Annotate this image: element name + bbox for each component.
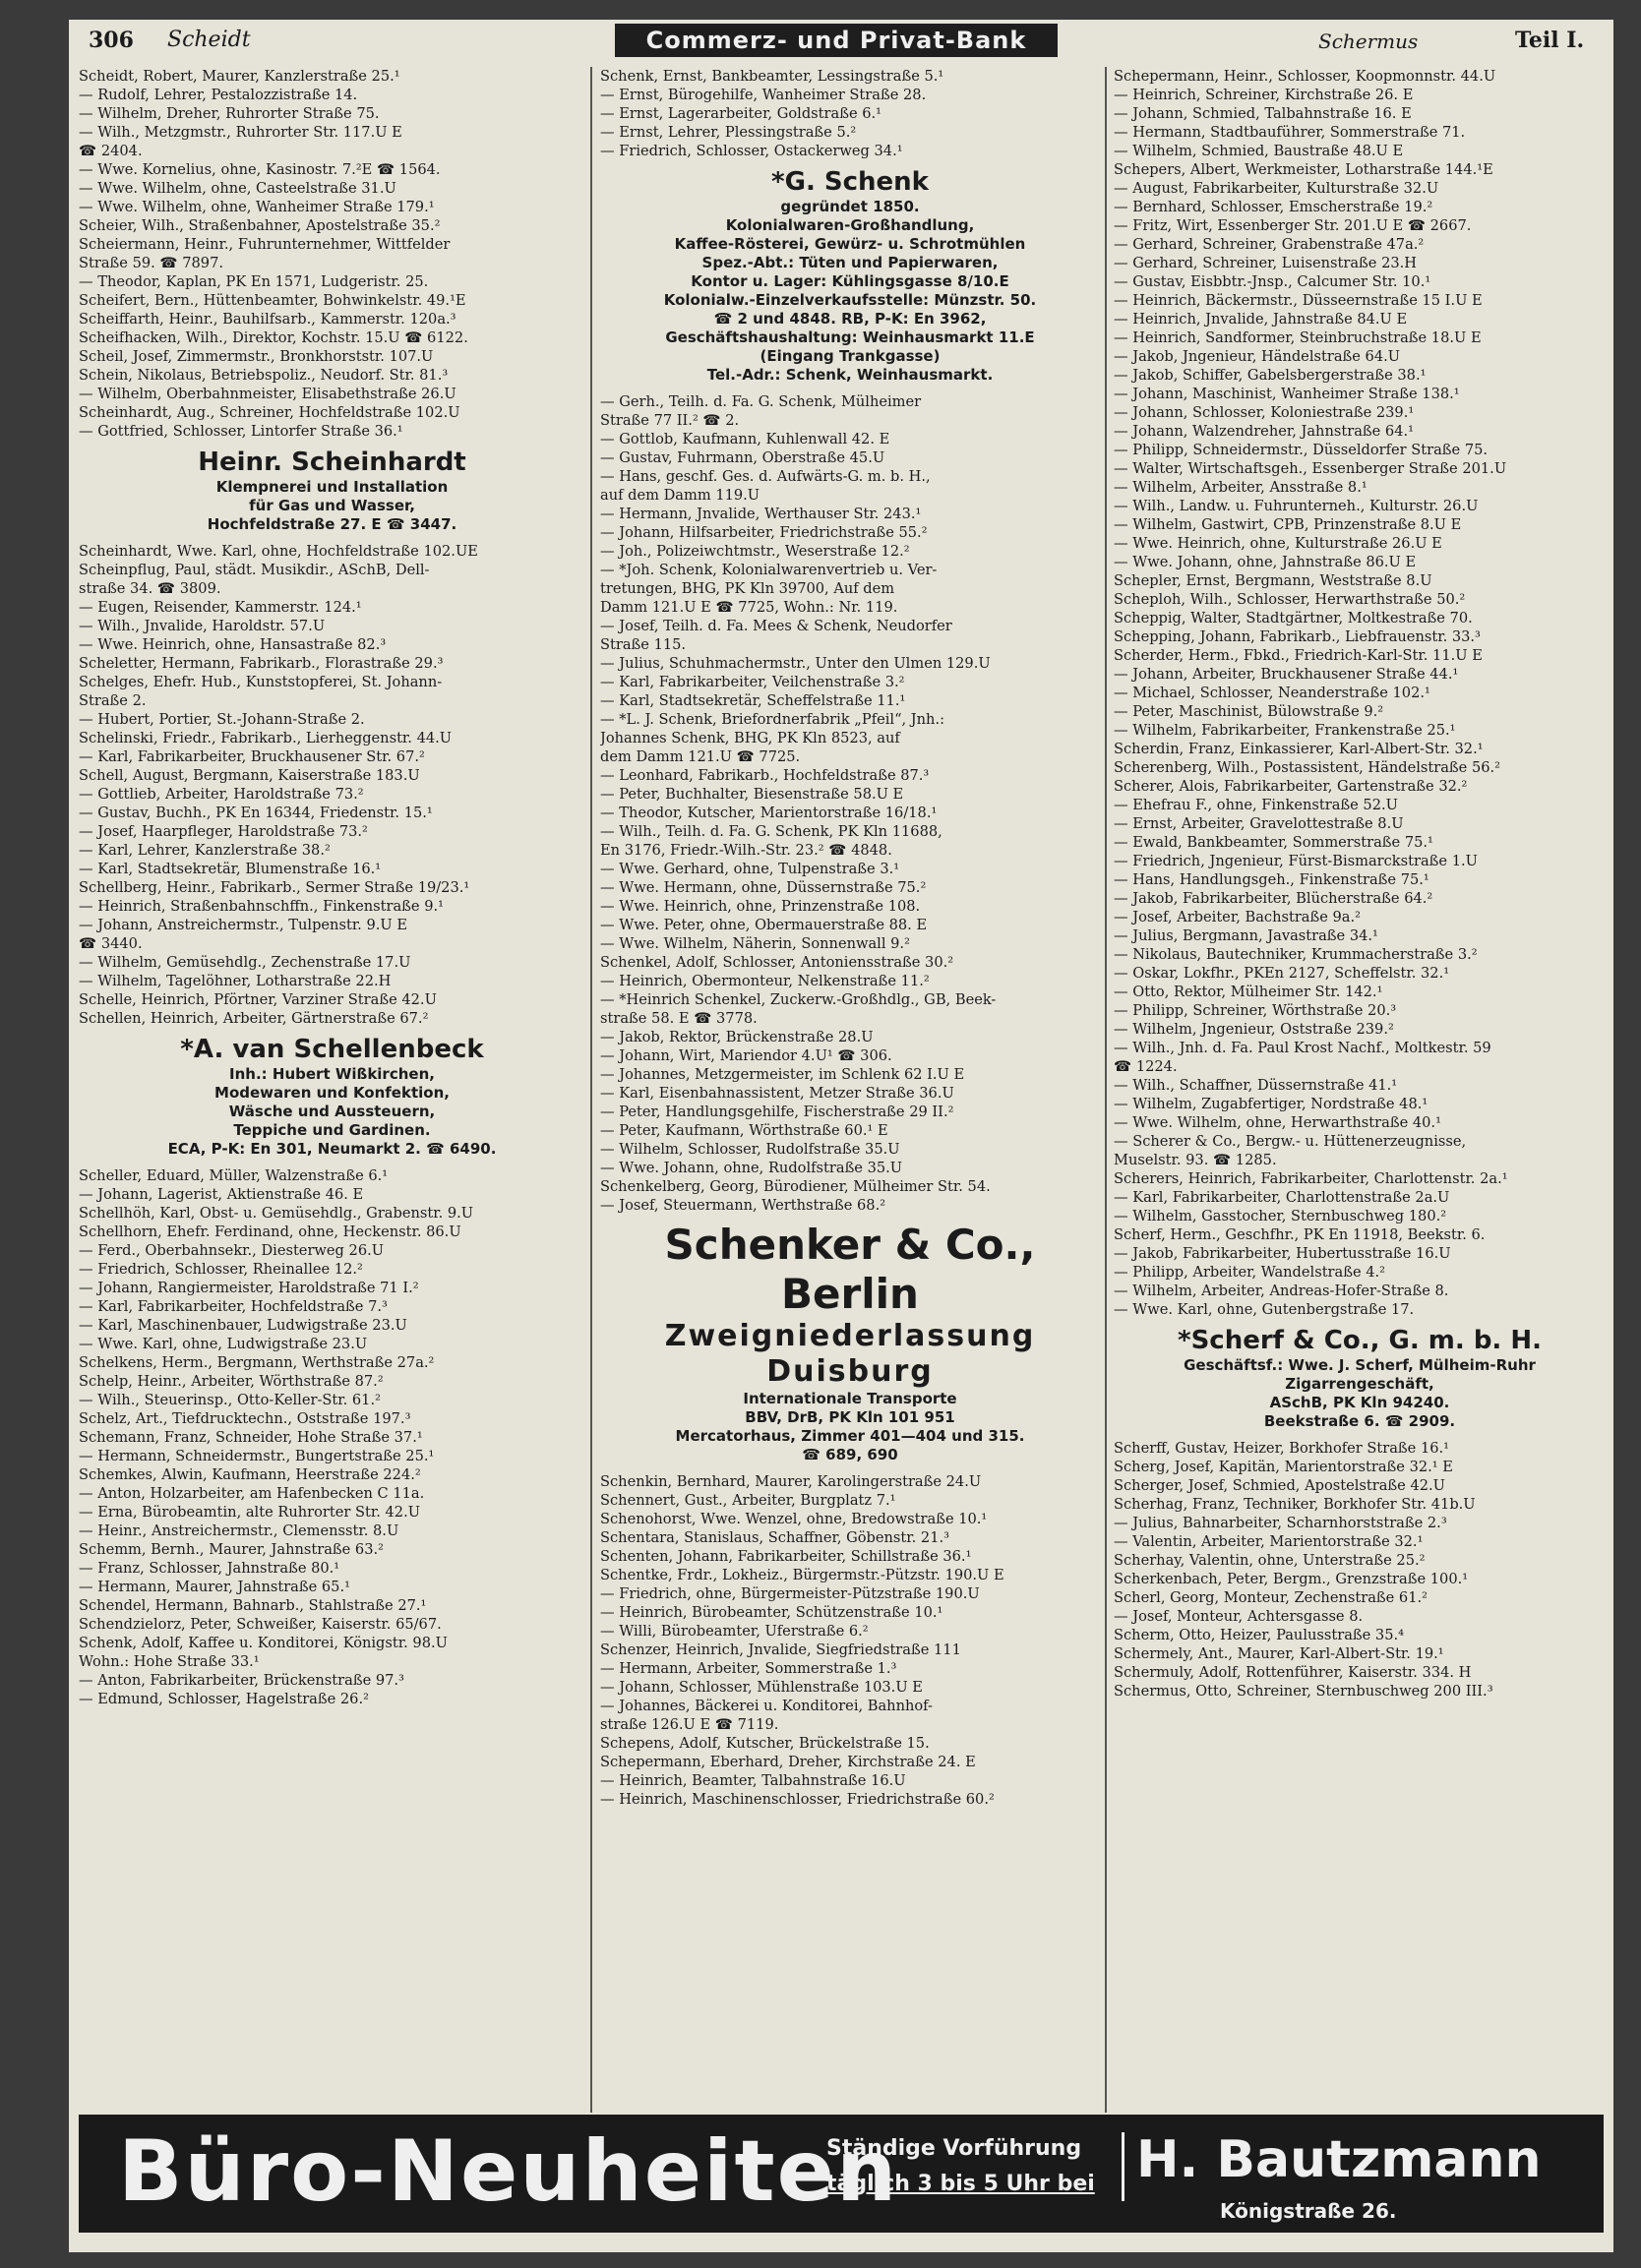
directory-entry: Muselstr. 93. ☎ 1285. (1114, 1152, 1277, 1168)
directory-entry: — Wwe. Karl, ohne, Ludwigstraße 23.U (79, 1336, 368, 1352)
directory-entry: straße 58. E ☎ 3778. (600, 1010, 758, 1027)
directory-page (69, 20, 1613, 2252)
directory-entry: Scherers, Heinrich, Fabrikarbeiter, Charlottenstr. 2a.¹ (1114, 1170, 1508, 1187)
directory-entry: — Johann, Lagerist, Aktienstraße 46. E (79, 1186, 364, 1203)
directory-entry: — Ernst, Lehrer, Plessingstraße 5.² (600, 124, 857, 141)
directory-entry: Scheifert, Bern., Hüttenbeamter, Bohwinkelstr. 49.¹E (79, 292, 466, 309)
advertisement-line: ASchB, PK Kln 94240. (1269, 1394, 1450, 1411)
directory-entry: — Eugen, Reisender, Kammerstr. 124.¹ (79, 599, 362, 616)
directory-entry: — Johann, Schmied, Talbahnstraße 16. E (1114, 105, 1412, 122)
directory-entry: — Otto, Rektor, Mülheimer Str. 142.¹ (1114, 984, 1383, 1000)
directory-entry: — Karl, Stadtsekretär, Blumenstraße 16.¹ (79, 861, 382, 877)
directory-entry: tretungen, BHG, PK Kln 39700, Auf dem (600, 580, 895, 597)
directory-entry: — Wwe. Karl, ohne, Gutenbergstraße 17. (1114, 1301, 1415, 1318)
directory-entry: — Karl, Fabrikarbeiter, Hochfeldstraße 7.³ (79, 1298, 388, 1315)
directory-entry: Scherenberg, Wilh., Postassistent, Händelstraße 56.² (1114, 759, 1501, 776)
directory-entry: — Gottfried, Schlosser, Lintorfer Straße 36.¹ (79, 423, 403, 440)
directory-entry: — Heinrich, Sandformer, Steinbruchstraße 18.U E (1114, 329, 1482, 346)
bank-banner: Commerz- und Privat-Bank (615, 24, 1058, 57)
directory-entry: — Friedrich, ohne, Bürgermeister-Pützstraße 190.U (600, 1585, 980, 1602)
directory-entry: — Peter, Buchhalter, Biesenstraße 58.U E (600, 786, 904, 803)
directory-entry: — Gerhard, Schreiner, Grabenstraße 47a.² (1114, 236, 1425, 253)
directory-entry: — Hermann, Maurer, Jahnstraße 65.¹ (79, 1579, 350, 1595)
directory-entry: — Johann, Rangiermeister, Haroldstraße 71 I.² (79, 1280, 419, 1296)
directory-entry: Scherhay, Valentin, ohne, Unterstraße 25.² (1114, 1552, 1426, 1569)
directory-entry: — Nikolaus, Bautechniker, Krummacherstraße 3.² (1114, 946, 1478, 963)
directory-entry: Damm 121.U E ☎ 7725, Wohn.: Nr. 119. (600, 599, 898, 616)
directory-entry: — Oskar, Lokfhr., PKEn 2127, Scheffelstr. 32.¹ (1114, 965, 1450, 982)
directory-entry: — Anton, Holzarbeiter, am Hafenbecken C 11a. (79, 1485, 425, 1502)
directory-entry: — Leonhard, Fabrikarb., Hochfeldstraße 87.³ (600, 767, 930, 784)
directory-entry: Scherdin, Franz, Einkassierer, Karl-Albert-Str. 32.¹ (1114, 741, 1484, 757)
directory-entry: — Wilhelm, Gastwirt, CPB, Prinzenstraße 8.U E (1114, 516, 1462, 533)
directory-entry: — Wwe. Heinrich, ohne, Kulturstraße 26.U E (1114, 535, 1442, 552)
advertisement-line: Wäsche und Aussteuern, (228, 1103, 436, 1120)
directory-entry: — Wilhelm, Tagelöhner, Lotharstraße 22.H (79, 973, 392, 989)
directory-entry: Schellhorn, Ehefr. Ferdinand, ohne, Heckenstr. 86.U (79, 1224, 461, 1240)
advertisement-subtitle: Zweigniederlassung Duisburg (664, 1319, 1036, 1389)
directory-entry: Schepers, Albert, Werkmeister, Lotharstraße 144.¹E (1114, 161, 1493, 178)
directory-entry: auf dem Damm 119.U (600, 487, 760, 504)
directory-entry: Schelp, Heinr., Arbeiter, Wörthstraße 87.² (79, 1373, 384, 1390)
directory-entry: — Wwe. Kornelius, ohne, Kasinostr. 7.²E ☎ 1564. (79, 161, 441, 178)
directory-entry: — Wilh., Teilh. d. Fa. G. Schenk, PK Kln 11688, (600, 823, 942, 840)
advertisement-block (600, 1221, 1100, 1464)
directory-entry: Schenzer, Heinrich, Jnvalide, Siegfriedstraße 111 (600, 1641, 961, 1658)
directory-entry: Schelkens, Herm., Bergmann, Werthstraße 27a.² (79, 1354, 435, 1371)
directory-entry: — Jakob, Schiffer, Gabelsbergerstraße 38.¹ (1114, 367, 1427, 384)
directory-entry: — Jakob, Fabrikarbeiter, Blücherstraße 64.² (1114, 890, 1433, 907)
advertisement-title: Schenker & Co., Berlin (664, 1221, 1036, 1318)
directory-entry: — Wilhelm, Gemüsehdlg., Zechenstraße 17.U (79, 954, 411, 971)
advertisement-block (79, 447, 585, 534)
directory-entry: — Wilhelm, Schmied, Baustraße 48.U E (1114, 143, 1404, 159)
directory-entry: — Hermann, Stadtbauführer, Sommerstraße 71. (1114, 124, 1466, 141)
directory-entry: — Wwe. Heinrich, ohne, Prinzenstraße 108. (600, 898, 921, 915)
footer-line-1: Ständige Vorführung (826, 2136, 1082, 2161)
directory-entry: Scherff, Gustav, Heizer, Borkhofer Straße 16.¹ (1114, 1440, 1450, 1457)
directory-entry: — Wwe. Gerhard, ohne, Tulpenstraße 3.¹ (600, 861, 900, 877)
directory-entry: — Wilhelm, Arbeiter, Ansstraße 8.¹ (1114, 479, 1368, 496)
directory-entry: — Gustav, Fuhrmann, Oberstraße 45.U (600, 449, 885, 466)
directory-entry: — Karl, Eisenbahnassistent, Metzer Straße 36.U (600, 1085, 954, 1102)
directory-entry: — Ernst, Arbeiter, Gravelottestraße 8.U (1114, 815, 1404, 832)
directory-entry: — Theodor, Kaplan, PK En 1571, Ludgeristr. 25. (79, 273, 429, 290)
directory-entry: — Ernst, Lagerarbeiter, Goldstraße 6.¹ (600, 105, 881, 122)
directory-entry: — Friedrich, Schlosser, Rheinallee 12.² (79, 1261, 363, 1278)
directory-entry: — Heinrich, Beamter, Talbahnstraße 16.U (600, 1772, 906, 1789)
directory-entry: — Gustav, Eisbbtr.-Jnsp., Calcumer Str. 10.¹ (1114, 273, 1431, 290)
advertisement-line: ☎ 689, 690 (802, 1446, 898, 1463)
directory-entry: Scheinhardt, Aug., Schreiner, Hochfeldstraße 102.U (79, 404, 460, 421)
directory-entry: Scheil, Josef, Zimmermstr., Bronkhorststr. 107.U (79, 348, 434, 365)
advertisement-title: *A. van Schellenbeck (180, 1035, 484, 1064)
advertisement-line: Spez.-Abt.: Tüten und Papierwaren, (701, 254, 999, 271)
directory-entry: — Josef, Monteur, Achtersgasse 8. (1114, 1608, 1364, 1625)
directory-entry: Schelle, Heinrich, Pförtner, Varziner Straße 42.U (79, 991, 437, 1008)
directory-entry: — Wilhelm, Fabrikarbeiter, Frankenstraße 25.¹ (1114, 722, 1456, 739)
footer-separator (1122, 2132, 1124, 2201)
directory-entry: — Heinrich, Bäckermstr., Düsseernstraße 15 I.U E (1114, 292, 1483, 309)
directory-entry: — Wwe. Johann, ohne, Rudolfstraße 35.U (600, 1160, 903, 1176)
directory-entry: — Wwe. Johann, ohne, Jahnstraße 86.U E (1114, 554, 1417, 570)
directory-entry: Schennert, Gust., Arbeiter, Burgplatz 7.¹ (600, 1492, 896, 1509)
directory-entry: — Heinr., Anstreichermstr., Clemensstr. 8.U (79, 1522, 399, 1539)
directory-entry: — Karl, Fabrikarbeiter, Veilchenstraße 3.² (600, 674, 905, 690)
directory-entry: — Josef, Haarpfleger, Haroldstraße 73.² (79, 823, 368, 840)
advertisement-line: Zigarrengeschäft, (1285, 1375, 1434, 1393)
advertisement-line: Kolonialwaren-Großhandlung, (725, 216, 975, 234)
directory-entry: — Wilh., Landw. u. Fuhrunterneh., Kulturstr. 26.U (1114, 498, 1479, 514)
directory-entry: — Ferd., Oberbahnsekr., Diesterweg 26.U (79, 1242, 385, 1259)
directory-entry: — Michael, Schlosser, Neanderstraße 102.¹ (1114, 685, 1430, 701)
directory-entry: — Peter, Maschinist, Bülowstraße 9.² (1114, 703, 1384, 720)
directory-entry: — Jakob, Jngenieur, Händelstraße 64.U (1114, 348, 1401, 365)
directory-entry: Schendzielorz, Peter, Schweißer, Kaiserstr. 65/67. (79, 1616, 442, 1633)
directory-entry: — Gustav, Buchh., PK En 16344, Friedenstr. 15.¹ (79, 805, 433, 821)
directory-entry: — Wwe. Peter, ohne, Obermauerstraße 88. E (600, 917, 928, 933)
directory-entry: — Karl, Lehrer, Kanzlerstraße 38.² (79, 842, 331, 859)
advertisement-line: Beekstraße 6. ☎ 2909. (1263, 1412, 1456, 1430)
advertisement-line: Geschäftsf.: Wwe. J. Scherf, Mülheim-Ruhr (1184, 1356, 1536, 1374)
directory-entry: Scherder, Herm., Fbkd., Friedrich-Karl-Str. 11.U E (1114, 647, 1483, 664)
directory-entry: — Johannes, Metzgermeister, im Schlenk 62 I.U E (600, 1066, 965, 1083)
directory-entry: — Wilhelm, Jngenieur, Oststraße 239.² (1114, 1021, 1394, 1038)
directory-entry: — Friedrich, Jngenieur, Fürst-Bismarckstraße 1.U (1114, 853, 1478, 869)
directory-entry: — Karl, Fabrikarbeiter, Charlottenstraße 2a.U (1114, 1189, 1450, 1206)
directory-entry: — *Joh. Schenk, Kolonialwarenvertrieb u. Ver- (600, 562, 938, 578)
advertisement-line: ECA, P-K: En 301, Neumarkt 2. ☎ 6490. (167, 1140, 497, 1158)
directory-entry: Scheinhardt, Wwe. Karl, ohne, Hochfeldstraße 102.UE (79, 543, 478, 560)
directory-entry: Scheppig, Walter, Stadtgärtner, Moltkestraße 70. (1114, 610, 1473, 627)
directory-entry: Scherf, Herm., Geschfhr., PK En 11918, Beekstr. 6. (1114, 1226, 1486, 1243)
advertisement-line: Klempnerei und Installation (215, 478, 449, 496)
directory-entry: — Joh., Polizeiwchtmstr., Weserstraße 12.² (600, 543, 910, 560)
directory-entry: — Bernhard, Schlosser, Emscherstraße 19.² (1114, 199, 1433, 215)
directory-entry: — Johann, Maschinist, Wanheimer Straße 138.¹ (1114, 386, 1460, 402)
advertisement-line: Tel.-Adr.: Schenk, Weinhausmarkt. (706, 366, 994, 384)
directory-entry: — Wwe. Hermann, ohne, Düssernstraße 75.² (600, 879, 927, 896)
directory-entry: Schenk, Adolf, Kaffee u. Konditorei, Königstr. 98.U (79, 1635, 448, 1651)
directory-entry: — Friedrich, Schlosser, Ostackerweg 34.¹ (600, 143, 903, 159)
directory-entry: Schelz, Art., Tiefdrucktechn., Oststraße 197.³ (79, 1410, 411, 1427)
directory-entry: — Gottlob, Kaufmann, Kuhlenwall 42. E (600, 431, 890, 448)
directory-entry: Straße 77 II.² ☎ 2. (600, 412, 740, 429)
directory-entry: — *Heinrich Schenkel, Zuckerw.-Großhdlg., GB, Beek- (600, 991, 997, 1008)
directory-entry: Schenten, Johann, Fabrikarbeiter, Schillstraße 36.¹ (600, 1548, 972, 1565)
directory-entry: — Ewald, Bankbeamter, Sommerstraße 75.¹ (1114, 834, 1433, 851)
directory-entry: straße 126.U E ☎ 7119. (600, 1716, 779, 1733)
directory-entry: — Willi, Bürobeamter, Uferstraße 6.² (600, 1623, 869, 1640)
directory-entry: Schermely, Ant., Maurer, Karl-Albert-Str. 19.¹ (1114, 1645, 1444, 1662)
directory-entry: Schermuly, Adolf, Rottenführer, Kaiserstr. 334. H (1114, 1664, 1472, 1681)
right-keyword: Schermus (1318, 30, 1419, 53)
directory-entry: — Ehefrau F., ohne, Finkenstraße 52.U (1114, 797, 1398, 813)
directory-entry: — Hermann, Jnvalide, Werthauser Str. 243.¹ (600, 506, 922, 522)
directory-entry: — Franz, Schlosser, Jahnstraße 80.¹ (79, 1560, 340, 1577)
directory-entry: — Johann, Wirt, Mariendor 4.U¹ ☎ 306. (600, 1047, 892, 1064)
directory-entry: Schepermann, Heinr., Schlosser, Koopmonnstr. 44.U (1114, 68, 1496, 85)
directory-entry: — Wwe. Wilhelm, ohne, Wanheimer Straße 179.¹ (79, 199, 435, 215)
directory-entry: ☎ 2404. (79, 143, 143, 159)
directory-entry: — Johannes, Bäckerei u. Konditorei, Bahnhof- (600, 1698, 933, 1714)
directory-entry: Schepens, Adolf, Kutscher, Brückelstraße 15. (600, 1735, 930, 1752)
column-3 (1114, 67, 1606, 2113)
directory-entry: — Fritz, Wirt, Essenberger Str. 201.U E ☎ 2667. (1114, 217, 1472, 234)
directory-entry: — Heinrich, Straßenbahnschffn., Finkenstraße 9.¹ (79, 898, 444, 915)
directory-entry: Straße 115. (600, 636, 687, 653)
directory-entry: Schenkel, Adolf, Schlosser, Antoniensstraße 30.² (600, 954, 954, 971)
advertisement-block (79, 1034, 585, 1159)
directory-entry: — Edmund, Schlosser, Hagelstraße 26.² (79, 1691, 369, 1707)
directory-entry: — Wwe. Heinrich, ohne, Hansastraße 82.³ (79, 636, 387, 653)
directory-entry: — Wilh., Jnh. d. Fa. Paul Krost Nachf., Moltkestr. 59 (1114, 1040, 1491, 1056)
directory-entry: — Julius, Bahnarbeiter, Scharnhorststraße 2.³ (1114, 1515, 1447, 1531)
directory-entry: — Wilhelm, Zugabfertiger, Nordstraße 48.¹ (1114, 1096, 1428, 1112)
directory-entry: — Heinrich, Jnvalide, Jahnstraße 84.U E (1114, 311, 1408, 328)
directory-entry: Schentke, Frdr., Lokheiz., Bürgermstr.-Pützstr. 190.U E (600, 1567, 1004, 1583)
advertisement-title: *Scherf & Co., G. m. b. H. (1177, 1326, 1542, 1355)
footer-advertisement (79, 2115, 1604, 2233)
directory-entry: — Hans, geschf. Ges. d. Aufwärts-G. m. b. H., (600, 468, 931, 485)
directory-entry: — *L. J. Schenk, Briefordnerfabrik „Pfeil“, Jnh.: (600, 711, 945, 728)
directory-entry: — Hermann, Arbeiter, Sommerstraße 1.³ (600, 1660, 897, 1677)
directory-entry: — Valentin, Arbeiter, Marientorstraße 32.¹ (1114, 1533, 1424, 1550)
directory-entry: Schenkin, Bernhard, Maurer, Karolingerstraße 24.U (600, 1473, 982, 1490)
directory-entry: Scheploh, Wilh., Schlosser, Herwarthstraße 50.² (1114, 591, 1466, 608)
column-divider (590, 67, 592, 2113)
directory-entry: — Ernst, Bürogehilfe, Wanheimer Straße 28. (600, 87, 927, 103)
left-keyword: Scheidt (167, 28, 251, 52)
column-1 (79, 67, 585, 2113)
advertisement-title: Heinr. Scheinhardt (198, 448, 466, 477)
directory-entry: Scherger, Josef, Schmied, Apostelstraße 42.U (1114, 1477, 1445, 1494)
directory-entry: — Heinrich, Obermonteur, Nelkenstraße 11.² (600, 973, 930, 989)
directory-entry: Schepler, Ernst, Bergmann, Weststraße 8.U (1114, 572, 1432, 589)
directory-entry: En 3176, Friedr.-Wilh.-Str. 23.² ☎ 4848. (600, 842, 892, 859)
column-2 (600, 67, 1100, 2113)
directory-entry: Scheiermann, Heinr., Fuhrunternehmer, Wittfelder (79, 236, 451, 253)
advertisement-line: gegründet 1850. (780, 198, 920, 215)
directory-entry: — Wilh., Schaffner, Düssernstraße 41.¹ (1114, 1077, 1398, 1094)
directory-entry: Schein, Nikolaus, Betriebspoliz., Neudorf. Str. 81.³ (79, 367, 449, 384)
directory-entry: — Jakob, Rektor, Brückenstraße 28.U (600, 1029, 874, 1045)
directory-entry: — Wilhelm, Arbeiter, Andreas-Hofer-Straße 8. (1114, 1283, 1449, 1299)
footer-line-2: täglich 3 bis 5 Uhr bei (826, 2172, 1095, 2196)
directory-entry: — Hubert, Portier, St.-Johann-Straße 2. (79, 711, 365, 728)
directory-entry: — Johann, Arbeiter, Bruckhausener Straße 44.¹ (1114, 666, 1459, 683)
directory-entry: — Wilh., Metzgmstr., Ruhrorter Str. 117.U E (79, 124, 402, 141)
directory-entry: Johannes Schenk, BHG, PK Kln 8523, auf (600, 730, 900, 746)
directory-entry: Scherl, Georg, Monteur, Zechenstraße 61.² (1114, 1589, 1428, 1606)
directory-entry: — Erna, Bürobeamtin, alte Ruhrorter Str. 42.U (79, 1504, 421, 1521)
directory-entry: — Julius, Bergmann, Javastraße 34.¹ (1114, 927, 1378, 944)
advertisement-line: Mercatorhaus, Zimmer 401—404 und 315. (675, 1427, 1025, 1445)
advertisement-line: Hochfeldstraße 27. E ☎ 3447. (207, 515, 457, 533)
directory-entry: Schermus, Otto, Schreiner, Sternbuschweg 200 III.³ (1114, 1683, 1493, 1700)
advertisement-block (1114, 1325, 1606, 1431)
advertisement-line: BBV, DrB, PK Kln 101 951 (745, 1408, 955, 1426)
advertisement-line: Internationale Transporte (743, 1390, 957, 1407)
directory-entry: Schemm, Bernh., Maurer, Jahnstraße 63.² (79, 1541, 384, 1558)
directory-entry: — Heinrich, Bürobeamter, Schützenstraße 10.¹ (600, 1604, 943, 1621)
directory-entry: — Peter, Kaufmann, Wörthstraße 60.¹ E (600, 1122, 888, 1139)
directory-entry: — Gerhard, Schreiner, Luisenstraße 23.H (1114, 255, 1418, 271)
advertisement-block (600, 166, 1100, 385)
advertisement-line: Kontor u. Lager: Kühlingsgasse 8/10.E (691, 272, 1009, 290)
directory-entry: — Johann, Schlosser, Koloniestraße 239.¹ (1114, 404, 1415, 421)
directory-entry: Scherg, Josef, Kapitän, Marientorstraße 32.¹ E (1114, 1459, 1453, 1475)
directory-entry: — Wilhelm, Schlosser, Rudolfstraße 35.U (600, 1141, 900, 1158)
directory-entry: — Heinrich, Maschinenschlosser, Friedrichstraße 60.² (600, 1791, 995, 1808)
directory-entry: Schemann, Franz, Schneider, Hohe Straße 37.¹ (79, 1429, 423, 1446)
directory-entry: Scheidt, Robert, Maurer, Kanzlerstraße 25.¹ (79, 68, 400, 85)
directory-entry: — August, Fabrikarbeiter, Kulturstraße 32.U (1114, 180, 1439, 197)
directory-entry: Wohn.: Hohe Straße 33.¹ (79, 1653, 260, 1670)
directory-entry: — Josef, Arbeiter, Bachstraße 9a.² (1114, 909, 1361, 925)
directory-entry: — Wwe. Wilhelm, ohne, Casteelstraße 31.U (79, 180, 396, 197)
directory-entry: — Hermann, Schneidermstr., Bungertstraße 25.¹ (79, 1448, 435, 1464)
directory-entry: Straße 2. (79, 692, 147, 709)
part-label: Teil I. (1515, 28, 1585, 53)
directory-entry: — Wilh., Jnvalide, Haroldstr. 57.U (79, 618, 326, 634)
directory-entry: — Peter, Handlungsgehilfe, Fischerstraße 29 II.² (600, 1104, 954, 1120)
directory-entry: — Wilh., Steuerinsp., Otto-Keller-Str. 61.² (79, 1392, 381, 1408)
directory-entry: — Josef, Steuermann, Werthstraße 68.² (600, 1197, 886, 1214)
directory-entry: — Rudolf, Lehrer, Pestalozzistraße 14. (79, 87, 358, 103)
footer-address: Königstraße 26. (1220, 2199, 1397, 2223)
advertisement-line: für Gas und Wasser, (249, 497, 415, 514)
advertisement-line: Kaffee-Rösterei, Gewürz- u. Schrotmühlen (674, 235, 1026, 253)
directory-entry: — Johann, Anstreichermstr., Tulpenstr. 9.U E (79, 917, 407, 933)
directory-entry: — Scherer & Co., Bergw.- u. Hüttenerzeugnisse, (1114, 1133, 1467, 1150)
directory-entry: Schelges, Ehefr. Hub., Kunststopferei, St. Johann- (79, 674, 443, 690)
directory-entry: — Heinrich, Schreiner, Kirchstraße 26. E (1114, 87, 1414, 103)
directory-entry: dem Damm 121.U ☎ 7725. (600, 748, 801, 765)
directory-entry: Schelinski, Friedr., Fabrikarb., Lierheggenstr. 44.U (79, 730, 453, 746)
directory-entry: Scheller, Eduard, Müller, Walzenstraße 6.¹ (79, 1167, 389, 1184)
advertisement-line: Inh.: Hubert Wißkirchen, (229, 1065, 435, 1083)
directory-entry: — Josef, Teilh. d. Fa. Mees & Schenk, Neudorfer (600, 618, 952, 634)
directory-entry: Schendel, Hermann, Bahnarb., Stahlstraße 27.¹ (79, 1597, 427, 1614)
directory-entry: — Jakob, Fabrikarbeiter, Hubertusstraße 16.U (1114, 1245, 1451, 1262)
directory-entry: — Wilhelm, Dreher, Ruhrorter Straße 75. (79, 105, 380, 122)
directory-entry: — Gerh., Teilh. d. Fa. G. Schenk, Mülheimer (600, 393, 922, 410)
directory-entry: Scherer, Alois, Fabrikarbeiter, Gartenstraße 32.² (1114, 778, 1468, 795)
directory-entry: Schepermann, Eberhard, Dreher, Kirchstraße 24. E (600, 1754, 976, 1770)
directory-entry: Scheier, Wilh., Straßenbahner, Apostelstraße 35.² (79, 217, 441, 234)
directory-entry: Schellhöh, Karl, Obst- u. Gemüsehdlg., Grabenstr. 9.U (79, 1205, 474, 1222)
directory-entry: ☎ 1224. (1114, 1058, 1178, 1075)
directory-entry: — Karl, Maschinenbauer, Ludwigstraße 23.U (79, 1317, 407, 1334)
directory-entry: Schell, August, Bergmann, Kaiserstraße 183.U (79, 767, 420, 784)
directory-entry: Scheletter, Hermann, Fabrikarb., Florastraße 29.³ (79, 655, 444, 672)
directory-entry: ☎ 3440. (79, 935, 143, 952)
directory-entry: — Anton, Fabrikarbeiter, Brückenstraße 97.³ (79, 1672, 404, 1689)
column-divider (1105, 67, 1107, 2113)
directory-entry: — Johann, Walzendreher, Jahnstraße 64.¹ (1114, 423, 1414, 440)
directory-entry: — Philipp, Schneidermstr., Düsseldorfer Straße 75. (1114, 442, 1489, 458)
directory-entry: Schenkelberg, Georg, Bürodiener, Mülheimer Str. 54. (600, 1178, 991, 1195)
directory-entry: — Theodor, Kutscher, Marientorstraße 16/18.¹ (600, 805, 938, 821)
page-number: 306 (89, 28, 134, 53)
directory-entry: Scherm, Otto, Heizer, Paulusstraße 35.⁴ (1114, 1627, 1404, 1643)
advertisement-line: ☎ 2 und 4848. RB, P-K: En 3962, (713, 310, 987, 328)
directory-entry: Schellen, Heinrich, Arbeiter, Gärtnerstraße 67.² (79, 1010, 429, 1027)
directory-entry: — Wwe. Wilhelm, ohne, Herwarthstraße 40.¹ (1114, 1114, 1441, 1131)
directory-entry: Scheiffarth, Heinr., Bauhilfsarb., Kammerstr. 120a.³ (79, 311, 456, 328)
directory-entry: — Walter, Wirtschaftsgeh., Essenberger Straße 201.U (1114, 460, 1507, 477)
directory-entry: — Hans, Handlungsgeh., Finkenstraße 75.¹ (1114, 871, 1429, 888)
directory-entry: Straße 59. ☎ 7897. (79, 255, 224, 271)
directory-entry: — Philipp, Schreiner, Wörthstraße 20.³ (1114, 1002, 1397, 1019)
directory-entry: Schenohorst, Wwe. Wenzel, ohne, Bredowstraße 10.¹ (600, 1511, 988, 1527)
advertisement-line: Teppiche und Gardinen. (233, 1121, 431, 1139)
advertisement-line: Geschäftshaushaltung: Weinhausmarkt 11.E (665, 328, 1035, 346)
directory-entry: — Wilhelm, Oberbahnmeister, Elisabethstraße 26.U (79, 386, 456, 402)
directory-entry: Scherhag, Franz, Techniker, Borkhofer Str. 41b.U (1114, 1496, 1476, 1513)
footer-headline: Büro-Neuheiten (118, 2122, 899, 2221)
directory-entry: Schellberg, Heinr., Fabrikarb., Sermer Straße 19/23.¹ (79, 879, 470, 896)
directory-entry: Schenk, Ernst, Bankbeamter, Lessingstraße 5.¹ (600, 68, 944, 85)
directory-entry: — Johann, Schlosser, Mühlenstraße 103.U E (600, 1679, 923, 1696)
directory-entry: — Karl, Stadtsekretär, Scheffelstraße 11.¹ (600, 692, 906, 709)
directory-entry: Schentara, Stanislaus, Schaffner, Göbenstr. 21.³ (600, 1529, 949, 1546)
directory-entry: — Karl, Fabrikarbeiter, Bruckhausener Str. 67.² (79, 748, 425, 765)
directory-entry: — Wilhelm, Gasstocher, Sternbuschweg 180.² (1114, 1208, 1447, 1224)
page-header (69, 20, 1613, 65)
directory-entry: Scheifhacken, Wilh., Direktor, Kochstr. 15.U ☎ 6122. (79, 329, 468, 346)
directory-entry: straße 34. ☎ 3809. (79, 580, 221, 597)
directory-entry: — Julius, Schuhmachermstr., Unter den Ulmen 129.U (600, 655, 991, 672)
directory-entry: Schepping, Johann, Fabrikarb., Liebfrauenstr. 33.³ (1114, 628, 1481, 645)
advertisement-line: Modewaren und Konfektion, (214, 1084, 450, 1102)
directory-entry: — Gottlieb, Arbeiter, Haroldstraße 73.² (79, 786, 364, 803)
directory-entry: — Johann, Hilfsarbeiter, Friedrichstraße 55.² (600, 524, 928, 541)
directory-entry: Scherkenbach, Peter, Bergm., Grenzstraße 100.¹ (1114, 1571, 1469, 1587)
footer-company: H. Bautzmann (1136, 2130, 1542, 2189)
directory-entry: — Philipp, Arbeiter, Wandelstraße 4.² (1114, 1264, 1386, 1281)
advertisement-line: Kolonialw.-Einzelverkaufsstelle: Münzstr. 50. (663, 291, 1037, 309)
advertisement-line: (Eingang Trankgasse) (760, 347, 941, 365)
advertisement-title: *G. Schenk (771, 167, 929, 197)
directory-entry: Scheinpflug, Paul, städt. Musikdir., ASchB, Dell- (79, 562, 430, 578)
directory-entry: — Wwe. Wilhelm, Näherin, Sonnenwall 9.² (600, 935, 910, 952)
directory-entry: Schemkes, Alwin, Kaufmann, Heerstraße 224.² (79, 1466, 421, 1483)
